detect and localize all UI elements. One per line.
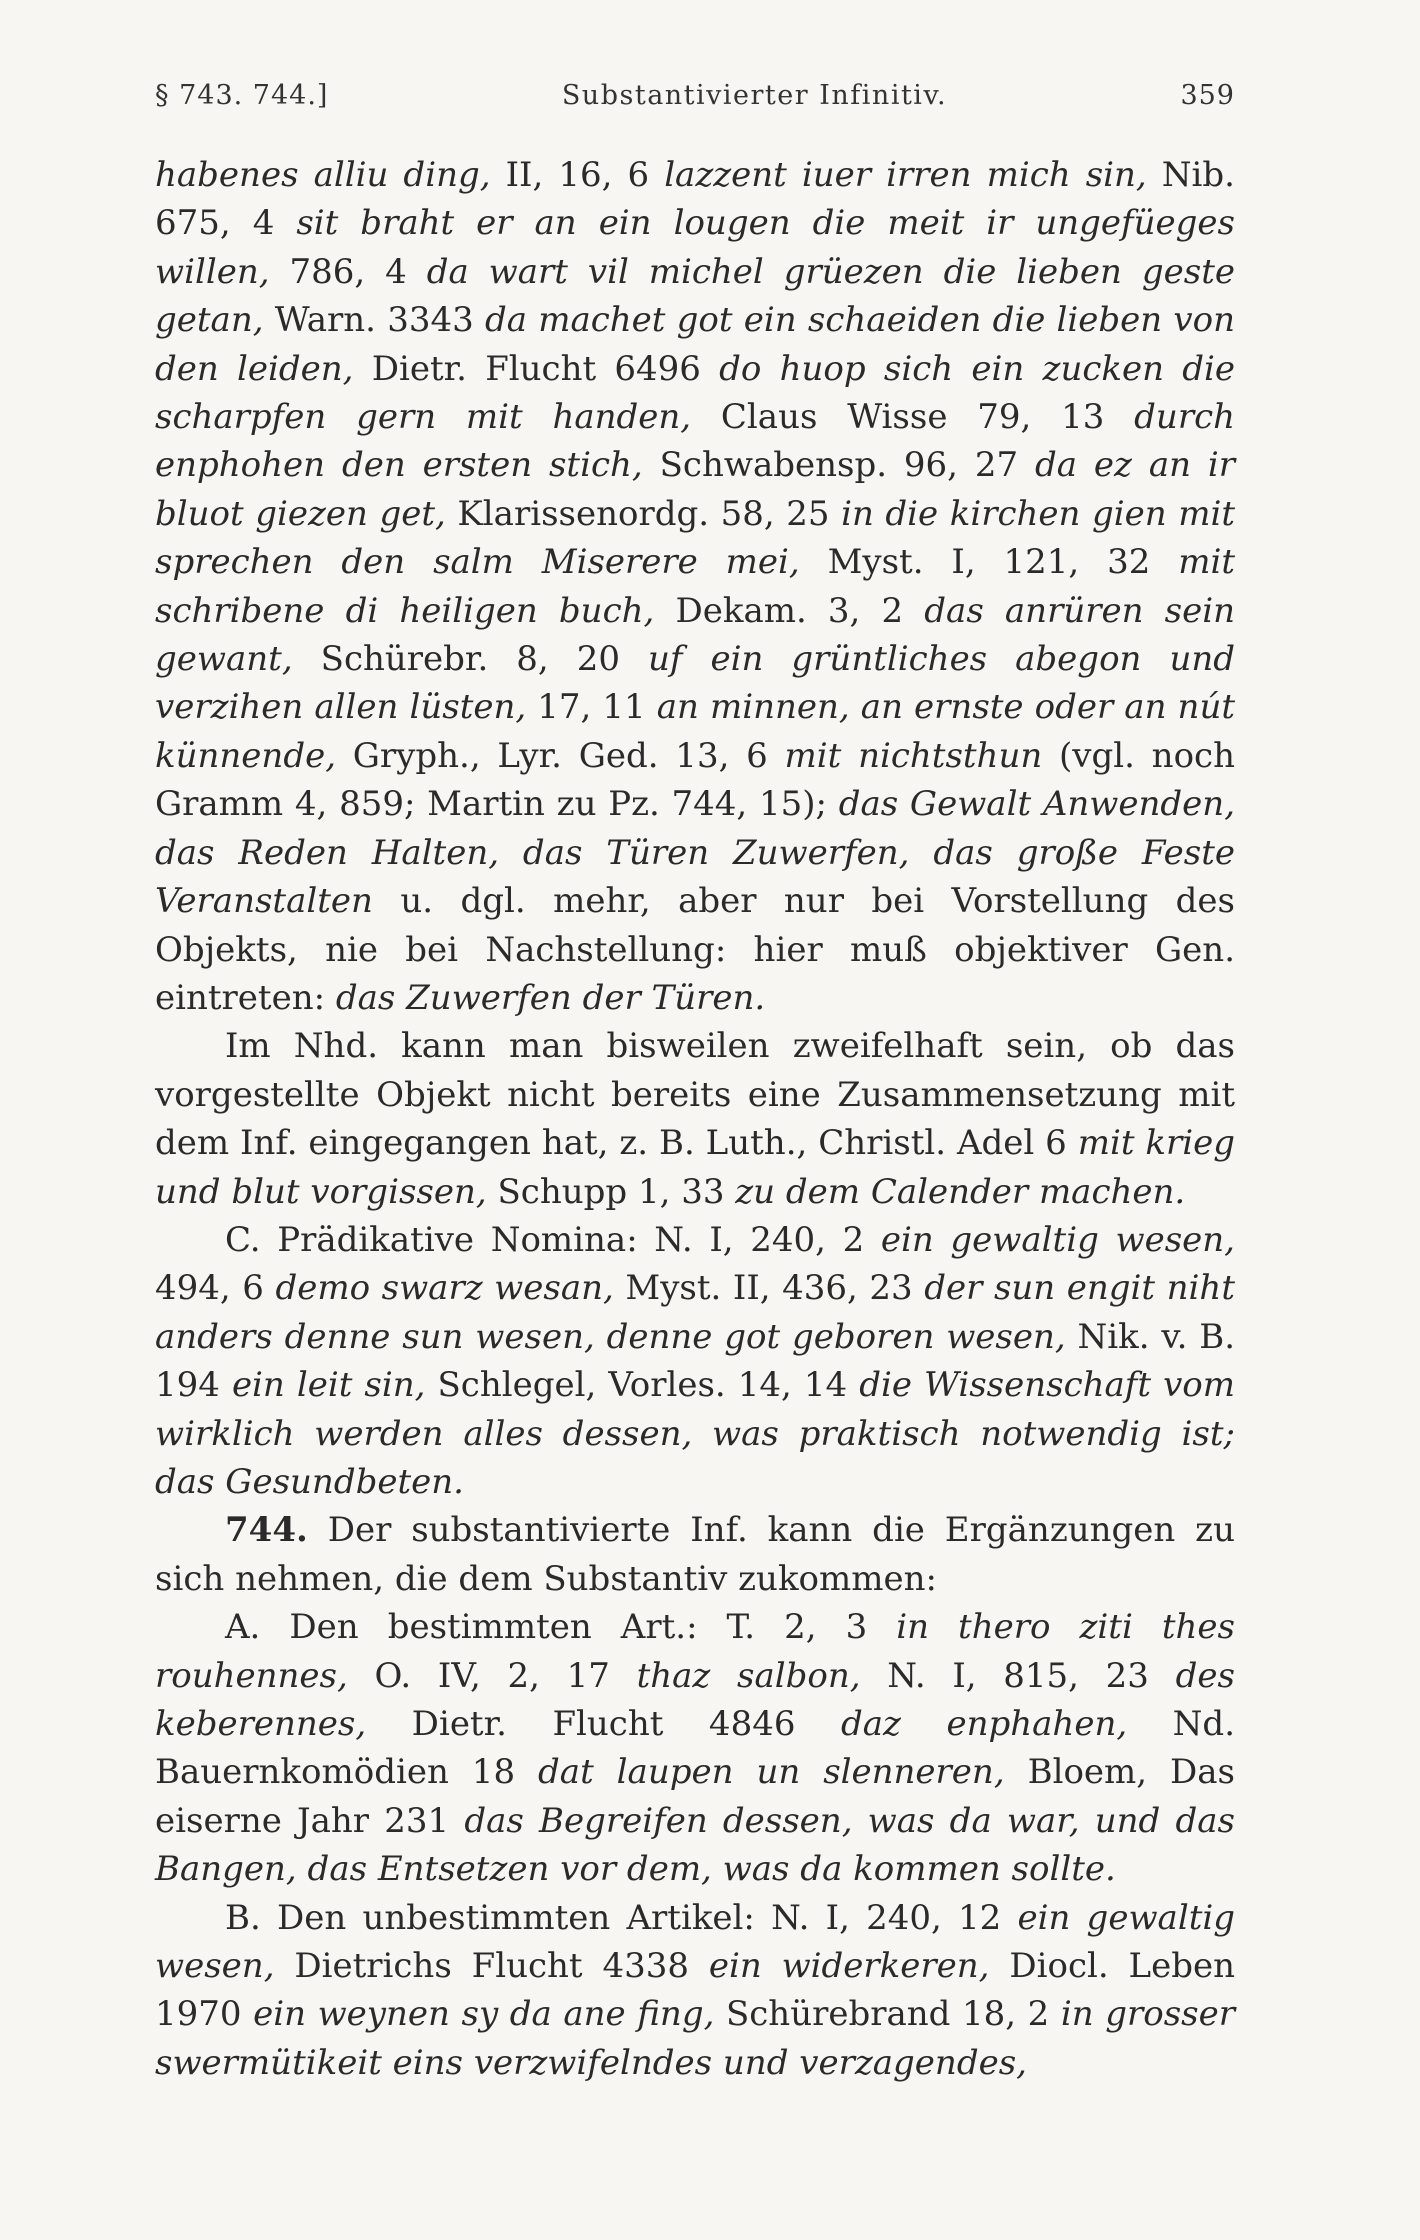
section-reference: § 743. 744.] bbox=[155, 80, 329, 111]
citation-quote: durch enphohen den ersten stich, bbox=[155, 397, 1236, 486]
citation-quote: in thero ziti thes rouhennes, bbox=[155, 1607, 1235, 1696]
citation-quote: da machet got ein schaeiden die lieben von den leiden, bbox=[155, 300, 1235, 389]
citation-quote: ein leit sin, bbox=[231, 1365, 426, 1406]
text-run: Warn. 3343 bbox=[263, 300, 485, 341]
book-page bbox=[155, 80, 1235, 2087]
citation-quote: mit schribene di heiligen buch, bbox=[155, 542, 1235, 631]
citation-quote: daz enphahen, bbox=[841, 1704, 1128, 1744]
citation-quote: thaz salbon, bbox=[636, 1655, 861, 1696]
text-run: O. IV, 2, 17 bbox=[347, 1655, 637, 1696]
citation-quote: in die kirchen gien mit sprechen den salm Miserere mei, bbox=[155, 493, 1235, 583]
text-run: Der substantivierte Inf. kann die Ergänzungen zu sich nehmen, die dem Substantiv zukommen: bbox=[155, 1510, 1235, 1599]
citation-quote: do huop sich ein zucken die scharpfen gern mit handen, bbox=[155, 348, 1235, 438]
citation-quote: die Wissenschaft vom wirklich werden alles dessen, was praktisch notwendig ist; bbox=[155, 1365, 1235, 1454]
text-run: Bloem, Das eiserne Jahr 231 bbox=[155, 1752, 1236, 1841]
citation-quote: ein widerkeren, bbox=[708, 1946, 990, 1987]
text-run: Claus Wisse 79, 13 bbox=[691, 397, 1135, 438]
citation-quote: uf ein grüntliches abegon und verzihen allen lüsten, bbox=[155, 639, 1236, 728]
text-run: 494, 6 bbox=[155, 1268, 276, 1309]
citation-quote: das Gewalt Anwenden, das Reden Halten, das Türen Zuwerfen, das große Feste Veranstalten bbox=[155, 784, 1236, 922]
text-run: Dekam. 3, 2 bbox=[654, 590, 925, 631]
citation-quote: da wart vil michel grüezen die lieben geste getan, bbox=[155, 251, 1235, 341]
text-run: Gryph., Lyr. Ged. 13, 6 bbox=[336, 735, 785, 776]
citation-quote: ein gewaltig wesen, bbox=[155, 1897, 1235, 1987]
citation-quote: dat laupen un slenneren, bbox=[538, 1752, 1005, 1793]
text-run: 786, 4 bbox=[269, 251, 427, 292]
citation-quote: das Gesundbeten. bbox=[155, 1461, 464, 1502]
paragraph bbox=[155, 1022, 1235, 1216]
text-run: Schlegel, Vorles. 14, 14 bbox=[425, 1365, 860, 1406]
citation-quote: da ez an ir bluot giezen get, bbox=[155, 445, 1235, 534]
text-run: Dietrichs Flucht 4338 bbox=[274, 1946, 709, 1987]
paragraph bbox=[155, 1894, 1235, 2088]
citation-quote: das anrüren sein gewant, bbox=[155, 590, 1235, 680]
text-run: Schwabensp. 96, 27 bbox=[642, 445, 1035, 486]
paragraph bbox=[155, 1506, 1235, 1603]
page-number: 359 bbox=[1180, 80, 1235, 111]
paragraph bbox=[155, 1603, 1235, 1893]
section-number: 744. bbox=[225, 1510, 308, 1551]
text-run: Nib. 675, 4 bbox=[155, 155, 1235, 244]
citation-quote: mit krieg und blut vorgissen, bbox=[155, 1123, 1235, 1212]
text-run: Im Nhd. kann man bisweilen zweifelhaft sein, ob das vorgestellte Objekt nicht bereits eine Zusammensetzung mit dem Inf. eingegangen hat, z. B. Luth., Christl. Adel 6 bbox=[155, 1026, 1235, 1164]
text-run: Dietr. Flucht 6496 bbox=[353, 348, 720, 389]
citation-quote: an minnen, an ernste oder an nút künnende, bbox=[155, 687, 1235, 776]
citation-quote: das Zuwerfen der Türen. bbox=[335, 977, 766, 1018]
text-run: Schürebr. 8, 20 bbox=[292, 639, 648, 680]
text-run: Diocl. Leben 1970 bbox=[155, 1946, 1236, 2035]
citation-quote: habenes alliu ding, bbox=[155, 155, 491, 195]
text-run: Nik. v. B. 194 bbox=[155, 1316, 1236, 1406]
text-run: Myst. II, 436, 23 bbox=[613, 1268, 925, 1309]
text-run: (vgl. noch Gramm 4, 859; Martin zu Pz. 744, 15); bbox=[155, 735, 1235, 825]
citation-quote: zu dem Calender machen. bbox=[735, 1171, 1186, 1212]
citation-quote: mit nichtsthun bbox=[784, 735, 1043, 776]
text-run: II, 16, 6 bbox=[490, 155, 665, 195]
citation-quote: demo swarz wesan, bbox=[275, 1268, 614, 1309]
citation-quote: das Begreifen dessen, was da war, und das Bangen, das Entsetzen vor dem, was da kommen sollte. bbox=[155, 1800, 1235, 1890]
text-run: Schürebrand 18, 2 bbox=[714, 1994, 1061, 2035]
text-run: C. Prädikative Nomina: N. I, 240, 2 bbox=[225, 1219, 881, 1260]
text-run: Dietr. Flucht 4846 bbox=[366, 1704, 841, 1744]
text-run: u. dgl. mehr, aber nur bei Vorstellung des Objekts, nie bei Nachstellung: hier muß objektiver Gen. eintreten: bbox=[155, 881, 1235, 1018]
citation-quote: ein weynen sy da ane fing, bbox=[253, 1994, 715, 2035]
running-header bbox=[155, 80, 1235, 111]
citation-quote: lazzent iuer irren mich sin, bbox=[664, 155, 1147, 195]
citation-quote: in grosser swermütikeit eins verzwifelndes und verzagendes, bbox=[155, 1994, 1235, 2083]
text-run: Schupp 1, 33 bbox=[486, 1171, 736, 1212]
citation-quote: ein gewaltig wesen, bbox=[880, 1219, 1235, 1260]
text-run: 17, 11 bbox=[526, 687, 657, 728]
citation-quote: sit braht er an ein lougen die meit ir ungefüeges willen, bbox=[155, 203, 1235, 292]
text-run: Nd. Bauernkomödien 18 bbox=[155, 1704, 1236, 1793]
text-run: A. Den bestimmten Art.: T. 2, 3 bbox=[225, 1607, 897, 1648]
paragraph bbox=[155, 151, 1235, 1022]
text-run: Myst. I, 121, 32 bbox=[799, 542, 1179, 583]
paragraph bbox=[155, 1216, 1235, 1506]
citation-quote: der sun engit niht anders denne sun wesen, denne got geboren wesen, bbox=[155, 1268, 1235, 1357]
citation-quote: des keberennes, bbox=[155, 1655, 1235, 1744]
text-run: Klarissenordg. 58, 25 bbox=[445, 493, 842, 534]
text-run: N. I, 815, 23 bbox=[860, 1655, 1176, 1696]
text-run: B. Den unbestimmten Artikel: N. I, 240, 12 bbox=[225, 1897, 1018, 1938]
running-title: Substantivierter Infinitiv. bbox=[561, 80, 948, 111]
body-text bbox=[155, 151, 1235, 2087]
